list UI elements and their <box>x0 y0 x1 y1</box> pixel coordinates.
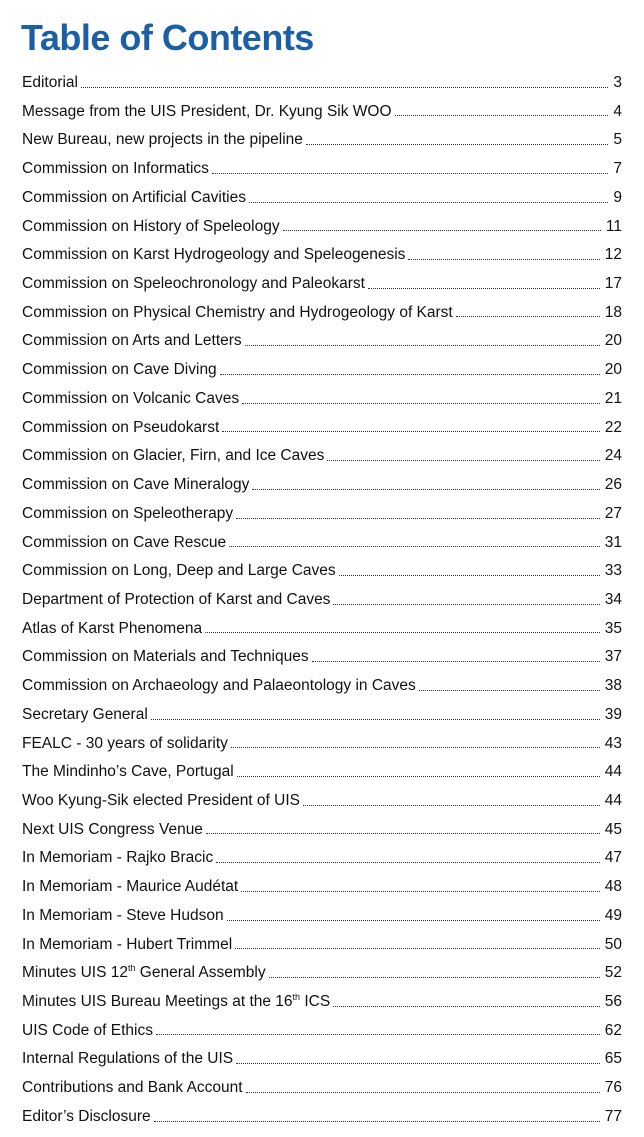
dot-leader <box>231 745 600 748</box>
toc-entry-title-text: FEALC - 30 years of solidarity <box>22 734 228 752</box>
toc-entry-title <box>22 672 419 701</box>
toc-entry-title-text: In Memoriam - Rajko Bracic <box>22 849 214 867</box>
toc-entry[interactable] <box>22 873 622 902</box>
toc-entry-title <box>22 873 241 902</box>
toc-entry[interactable] <box>22 1103 622 1132</box>
dot-leader <box>241 889 600 892</box>
dot-leader <box>81 85 608 88</box>
toc-entry[interactable] <box>22 615 622 644</box>
toc-page-number: 34 <box>604 590 622 608</box>
dot-leader <box>333 1004 600 1007</box>
dot-leader <box>327 458 599 461</box>
toc-entry-title-text: Commission on Cave Diving <box>22 361 217 379</box>
dot-leader <box>212 171 608 174</box>
toc-entry[interactable] <box>22 69 622 98</box>
toc-page-number: 12 <box>604 246 622 264</box>
toc-page-number: 7 <box>613 160 622 178</box>
toc-entry-title-text: Department of Protection of Karst and Caves <box>22 590 331 608</box>
toc-entry[interactable] <box>22 557 622 586</box>
toc-entry-title-suffix: General Assembly <box>135 964 266 982</box>
toc-entry-title <box>22 213 283 242</box>
dot-leader <box>456 314 600 317</box>
toc-entry-title <box>22 327 245 356</box>
toc-page-number: 76 <box>604 1079 622 1097</box>
toc-entry-title-text: Commission on History of Speleology <box>22 217 280 235</box>
toc-entry-title <box>22 615 205 644</box>
dot-leader <box>408 257 599 260</box>
toc-entry-title <box>22 1074 246 1103</box>
toc-entry-title-text: Minutes UIS 12 <box>22 964 128 982</box>
toc-entry-title-text: Minutes UIS Bureau Meetings at the 16 <box>22 993 293 1010</box>
toc-entry-title <box>22 299 456 328</box>
dot-leader <box>205 630 600 633</box>
toc-entry-title-text: Commission on Cave Rescue <box>22 533 227 551</box>
toc-entry-title-text: In Memoriam - Maurice Audétat <box>22 878 239 896</box>
toc-entry[interactable] <box>22 356 622 385</box>
toc-page-number: 5 <box>613 131 622 149</box>
toc-page-number: 50 <box>604 935 622 953</box>
toc-entry-title-text: Commission on Glacier, Firn, and Ice Caves <box>22 447 325 465</box>
toc-entry-title <box>22 414 222 443</box>
toc-entry[interactable] <box>22 385 622 414</box>
toc-entry-title <box>22 959 269 988</box>
dot-leader <box>246 1090 600 1093</box>
toc-entry-title-text: Commission on Materials and Techniques <box>22 648 309 666</box>
dot-leader <box>151 717 600 720</box>
dot-leader <box>306 142 608 145</box>
toc-entry[interactable] <box>22 414 622 443</box>
toc-page-number: 35 <box>604 619 622 637</box>
toc-entry-title-text: Commission on Karst Hydrogeology and Speleogenesis <box>22 246 406 264</box>
toc-page-number: 24 <box>604 447 622 465</box>
toc-entry[interactable] <box>22 672 622 701</box>
toc-entry[interactable] <box>22 184 622 213</box>
toc-entry-title-text: Commission on Speleochronology and Paleokarst <box>22 275 365 293</box>
toc-page-number: 56 <box>604 993 622 1010</box>
toc-entry-title-text: The Mindinho’s Cave, Portugal <box>22 763 234 781</box>
toc-entry-title <box>22 701 151 730</box>
toc-entry-title-text: Commission on Long, Deep and Large Caves <box>22 562 336 580</box>
dot-leader <box>242 401 600 404</box>
toc-entry-title <box>22 529 229 558</box>
toc-entry-title <box>22 1103 154 1132</box>
dot-leader <box>235 946 600 949</box>
toc-page-number: 20 <box>604 361 622 379</box>
toc-page-number: 52 <box>604 964 622 982</box>
toc-page-number: 45 <box>604 820 622 838</box>
toc-entry-title-text: Commission on Cave Mineralogy <box>22 476 250 494</box>
toc-entry-title <box>22 902 227 931</box>
toc-entry[interactable] <box>22 787 622 816</box>
toc-page-number: 33 <box>604 562 622 580</box>
toc-entry-title <box>22 500 236 529</box>
toc-entry[interactable] <box>22 442 622 471</box>
toc-page-number: 26 <box>604 476 622 494</box>
toc-entry-title-superscript: th <box>292 991 301 1002</box>
toc-entry[interactable] <box>22 327 622 356</box>
dot-leader <box>222 429 599 432</box>
toc-entry[interactable] <box>22 1045 622 1074</box>
toc-page-number: 65 <box>604 1050 622 1068</box>
toc-entry-title-text: Commission on Informatics <box>22 160 209 178</box>
toc-entry[interactable] <box>22 98 622 127</box>
toc-entry-title-text: UIS Code of Ethics <box>22 1021 153 1039</box>
toc-entry-title-text: Commission on Artificial Cavities <box>22 188 246 206</box>
toc-entry[interactable] <box>22 643 622 672</box>
toc-entry[interactable] <box>22 701 622 730</box>
toc-entry-title <box>22 385 242 414</box>
toc-entry-title-text: Woo Kyung-Sik elected President of UIS <box>22 791 300 809</box>
toc-entry-title <box>22 931 235 960</box>
toc-entry-title <box>22 586 333 615</box>
toc-entry-title-text: Contributions and Bank Account <box>22 1079 243 1097</box>
toc-entry-title-text: Commission on Speleotherapy <box>22 504 234 522</box>
toc-page-number: 11 <box>605 217 622 235</box>
toc-entry-title <box>22 155 212 184</box>
toc-page-number: 48 <box>604 878 622 896</box>
toc-entry-title <box>22 356 220 385</box>
toc-entry-title <box>22 1017 156 1046</box>
toc-page-number: 31 <box>604 533 622 551</box>
toc-entry-title <box>22 816 206 845</box>
toc-entry[interactable] <box>22 299 622 328</box>
dot-leader <box>245 343 600 346</box>
toc-page-number: 21 <box>604 389 622 407</box>
toc-entry[interactable] <box>22 902 622 931</box>
toc-page-number: 44 <box>604 763 622 781</box>
toc-entry[interactable] <box>22 270 622 299</box>
toc-entry-title <box>22 557 339 586</box>
toc-page-number: 49 <box>604 906 622 924</box>
toc-entry[interactable] <box>22 155 622 184</box>
toc-page-number: 22 <box>604 418 622 436</box>
dot-leader <box>220 372 600 375</box>
page-title: Table of Contents <box>21 17 314 58</box>
toc-entry[interactable] <box>22 1017 622 1046</box>
toc-entry-title-text: In Memoriam - Steve Hudson <box>22 906 224 924</box>
toc-entry-title-text: Next UIS Congress Venue <box>22 820 203 838</box>
toc-entry-title <box>22 988 333 1017</box>
toc-entry-title-text: Commission on Volcanic Caves <box>22 389 240 407</box>
toc-entry[interactable] <box>22 529 622 558</box>
dot-leader <box>303 803 600 806</box>
toc-entry-title-text: New Bureau, new projects in the pipeline <box>22 131 303 149</box>
dot-leader <box>154 1119 600 1122</box>
toc-page-number: 17 <box>604 275 622 293</box>
toc-entry-title-superscript: th <box>127 963 136 974</box>
toc-page-number: 20 <box>604 332 622 350</box>
dot-leader <box>227 918 600 921</box>
toc-entry[interactable] <box>22 500 622 529</box>
toc-entry-title-text: Commission on Arts and Letters <box>22 332 242 350</box>
dot-leader <box>312 659 600 662</box>
dot-leader <box>236 1061 600 1064</box>
dot-leader <box>269 975 600 978</box>
toc-page-number: 37 <box>604 648 622 666</box>
toc-entry-title-suffix: ICS <box>300 993 331 1010</box>
dot-leader <box>237 774 600 777</box>
toc-page-number: 77 <box>604 1107 622 1125</box>
toc-entry[interactable] <box>22 931 622 960</box>
toc-entry-title <box>22 844 216 873</box>
toc-page-number: 43 <box>604 734 622 752</box>
toc-entry[interactable] <box>22 816 622 845</box>
dot-leader <box>236 516 600 519</box>
dot-leader <box>229 544 600 547</box>
toc-page-number: 44 <box>604 791 622 809</box>
toc-entry[interactable] <box>22 844 622 873</box>
toc-entry-title <box>22 471 252 500</box>
dot-leader <box>156 1032 600 1035</box>
toc-entry-title <box>22 730 231 759</box>
dot-leader <box>252 487 599 490</box>
toc-entry-title-text: Commission on Physical Chemistry and Hydrogeology of Karst <box>22 303 453 321</box>
toc-entry[interactable] <box>22 471 622 500</box>
toc-entry[interactable] <box>22 241 622 270</box>
toc-entry-title <box>22 241 408 270</box>
toc-entry[interactable] <box>22 126 622 155</box>
toc-entry[interactable] <box>22 213 622 242</box>
toc-entry-title-text: Commission on Pseudokarst <box>22 418 220 436</box>
toc-entry-title-text: Secretary General <box>22 705 148 723</box>
dot-leader <box>419 688 600 691</box>
toc-entry-title <box>22 1045 236 1074</box>
toc-list <box>22 69 622 1132</box>
toc-entry-title <box>22 442 327 471</box>
toc-page-number: 62 <box>604 1021 622 1039</box>
toc-entry-title-text: Editorial <box>22 74 78 91</box>
dot-leader <box>206 831 600 834</box>
dot-leader <box>333 602 599 605</box>
dot-leader <box>249 200 608 203</box>
dot-leader <box>368 286 600 289</box>
toc-entry-title <box>22 758 237 787</box>
dot-leader <box>339 573 600 576</box>
toc-entry[interactable] <box>22 586 622 615</box>
toc-entry-title-text: Commission on Archaeology and Palaeontology in Caves <box>22 677 416 695</box>
toc-page-number: 38 <box>604 677 622 695</box>
toc-entry-title <box>22 270 368 299</box>
toc-entry-title-text: In Memoriam - Hubert Trimmel <box>22 935 233 953</box>
toc-page-number: 47 <box>604 849 622 867</box>
toc-page-number: 27 <box>604 504 622 522</box>
toc-entry-title <box>22 643 312 672</box>
toc-entry-title <box>22 184 249 213</box>
dot-leader <box>395 113 609 116</box>
toc-page-number: 4 <box>613 102 622 120</box>
toc-page-number: 9 <box>613 188 622 206</box>
toc-entry-title <box>22 69 81 98</box>
toc-entry-title-text: Atlas of Karst Phenomena <box>22 619 203 637</box>
toc-page-number: 39 <box>604 705 622 723</box>
toc-page-number: 18 <box>604 303 622 321</box>
toc-entry[interactable] <box>22 758 622 787</box>
toc-entry[interactable] <box>22 730 622 759</box>
toc-entry-title <box>22 98 395 127</box>
toc-page-number: 3 <box>613 74 622 91</box>
toc-entry[interactable] <box>22 1074 622 1103</box>
toc-entry-title <box>22 787 303 816</box>
toc-entry-title-text: Editor’s Disclosure <box>22 1107 151 1125</box>
toc-entry[interactable] <box>22 988 622 1017</box>
dot-leader <box>216 860 600 863</box>
toc-entry-title-text: Internal Regulations of the UIS <box>22 1050 234 1068</box>
toc-entry-title <box>22 126 306 155</box>
dot-leader <box>283 228 601 231</box>
toc-entry-title-text: Message from the UIS President, Dr. Kyung Sik WOO <box>22 102 392 120</box>
toc-entry[interactable] <box>22 959 622 988</box>
